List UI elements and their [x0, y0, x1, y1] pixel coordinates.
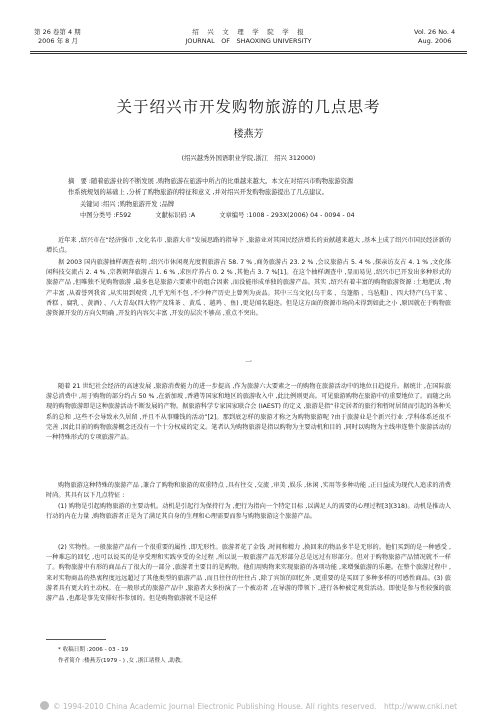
- article-number: 文章编号 :1008 - 293X(2006) 04 - 0094 - 04: [219, 212, 355, 219]
- header-rule: [30, 51, 467, 52]
- author-bio: 作者简介 :楼燕芳(1979 - ) ,女 ,浙江诸暨人 ,助教。: [58, 658, 187, 664]
- abstract-line: 摘 要 :随着旅游业的不断发展 ,购物旅游在旅游中所占的比重越来越大。本文在对绍兴市购物旅游资源: [68, 178, 354, 185]
- footnote-rule: [46, 639, 106, 640]
- clc-number: 中图分类号 :F592: [80, 212, 132, 219]
- volume-cn: 第 26 卷第 4 期: [34, 28, 81, 36]
- body-paragraph: 购物旅游这种特殊的旅游产品 ,兼合了购物和旅游的双重特点 ,具有往交 ,交流 ,审美 ,娱乐 ,休闲 ,实用等多种功能 ,正日益成为现代人追求的消费时尚。其具有以下几点特征 :: [46, 482, 451, 500]
- article-author: 楼燕芳: [233, 129, 264, 140]
- date-cn: 2006 年 8 月: [38, 37, 78, 45]
- author-affiliation: (绍兴越秀外国语职业学院,浙江 绍兴 312000): [181, 155, 316, 162]
- publisher-logo-icon: [40, 701, 49, 710]
- body-paragraph: (2) 实物性。一般旅游产品有一个很重要的属性 ,即无形性。旅游者花了金钱 ,时间和精力 ,换回来的物品多半是无形的。他们买到的是一种感受 ,一种难忘的回忆 ,也可以说买的是享受理和实践享受的全过程 ,所以说一般旅游产品无形部分总是远过有形部分。但对于购物旅游产品情况就不一样了。购物旅游中有形的商品占了很大的一部分 ,旅游者主要目的是购物。他们用购物来实现旅游的各项功能 ,来增强旅游的乐趣。在整个旅游过程中 ,来对实物商品的热衷程度远远超过了其他类型的旅游产品 ,而且往往的往往占 ,除了宾馆的回忆外 ,更重要的是买回了多种多样的可感性商品。(3) 旅游者具有更大的主动权。在一般形式的旅游产品中 ,旅游者大多扮演了一个被动者 ,在导游的带领下 ,进行各种被定观赏活动。即使是参与性较强的旅游产品 ,也都是事先安排好作参加的。但是购物旅游就不是这样: [46, 544, 451, 603]
- journal-name-en: JOURNAL OF SHAOXING UNIVERSITY: [185, 37, 312, 45]
- running-header: [0, 28, 497, 50]
- intro-paragraph: 近年来 ,绍兴市在“经济强市 ,文化名市 ,旅游大市”发展思路的指导下 ,旅游业对其国民经济增长的贡献越来越大 ,基本上成了绍兴市国民经济新的增长点。: [46, 237, 451, 255]
- journal-name-cn: 绍 兴 文 理 学 院 学 报: [192, 28, 305, 36]
- received-date: * 收稿日期 :2006 - 03 - 19: [58, 647, 129, 653]
- body-paragraph: 随着 21 世纪社会经济的高速发展 ,旅游消费能力的进一步提高 ,作为旅游六大要素之一的购物在旅游活动中的地位日趋提升。据统计 ,在国际旅游总消费中 ,用于购物的部分约占 50 % ,在新加坡 ,香港等国家和地区的旅游收入中 ,此比例则更高。可见旅游购物在旅游中的重要地位了。而随之出现的购物旅游即是这种旅游活动不断发展的产物。据旅游科学专家国家联合会 (IAEST) 的定义 ,旅游是指“非定居者的旅行和暂时居留而引起的各种关系的总和 ,这些不会导致永久居留 ,并且不从事赚钱的活动”[2]。那到底怎样的旅游才称之为购物旅游呢 ?由于旅游业是个新兴行业 ,学科体系还很不完善 ,因此目前的购物旅游概念还没有一个十分权威的定义。笔者认为购物旅游是指以购物为主要动机和目的 ,同时以购物为主线串连整个旅游活动的一种特殊形式的专项旅游产品。: [46, 383, 451, 442]
- article-title: 关于绍兴市开发购物旅游的几点思考: [116, 98, 381, 116]
- document-code: 文献标识码 :A: [155, 212, 196, 219]
- abstract-line: 作系统规划的基础上 ,分析了购物旅游的特征和意义 ,并对绍兴开发购物旅游提出了几点建议。: [68, 189, 328, 196]
- intro-paragraph: 据 2003 国内旅游抽样调查表明 ,绍兴市休闲观光度假旅游占 58. 7 % ,商务旅游占 23. 2 % ,会议旅游占 5. 4 % ,探亲访友占 4. 1 % ,文化体闲科技交流占 2. 4 % ,宗教朝拜旅游占 1. 6 % ,求医疗养占 0. 2 % ,其他占 3. 7 %[1]。在这个抽样调查中 ,显而易见 ,绍兴市已开发出多种形式的旅游产品 ,但唯独不见购物旅游 ,最多也是旅游六要素中的组合因素 ,而没能形成单独的旅游产品。其实 ,绍兴有着丰富的购物旅游资源 :土地肥沃 ,物产丰富 ,从着誉列我省 ,从实用到观赏 ,几乎无所不包 ,不少种产历史上曾列为贡品。其中三乌文化(乌干菜 、乌篷船 、乌毡帽) 、四大特产(乌干菜 、香糕 、腐乳 、黄酒) 、八大青岛(四大特产及珠茶 、黄瓜 、越鸡 、鱼) ,更是闻名遐迩。但是这方面的资源市场尚未得到如此之小 ,原因就在于购物旅游资源开发的方向欠明确 ,开发的内容欠丰富 ,开发的层次不够高 ,重点不突出。: [46, 259, 451, 318]
- volume-en: Vol. 26 No. 4: [414, 28, 456, 36]
- date-en: Aug. 2006: [418, 37, 452, 45]
- classification-line: [80, 210, 377, 219]
- copyright-text: © 1994-2010 China Academic Journal Electronic Publishing House. All rights reserved. http://www.cnki.net: [52, 702, 458, 711]
- copyright-line: [0, 701, 497, 712]
- header-rule-secondary: [30, 53, 467, 54]
- section-heading: 一: [245, 358, 252, 366]
- body-paragraph: (1) 购物是引起购物旅游的主要动机。动机是引起行为保持行为 ,把行为指向一个特定目标 ,以满足人的需要的心理过程[3](318)。动机是推动人行动的内在力量 ,购物旅游者正是为了满足其自身的生理和心理需要而参与购物旅游这个旅游产品。: [46, 503, 451, 521]
- keywords: 关键词 :绍兴 ;购物旅游开发 ;品牌: [80, 201, 175, 208]
